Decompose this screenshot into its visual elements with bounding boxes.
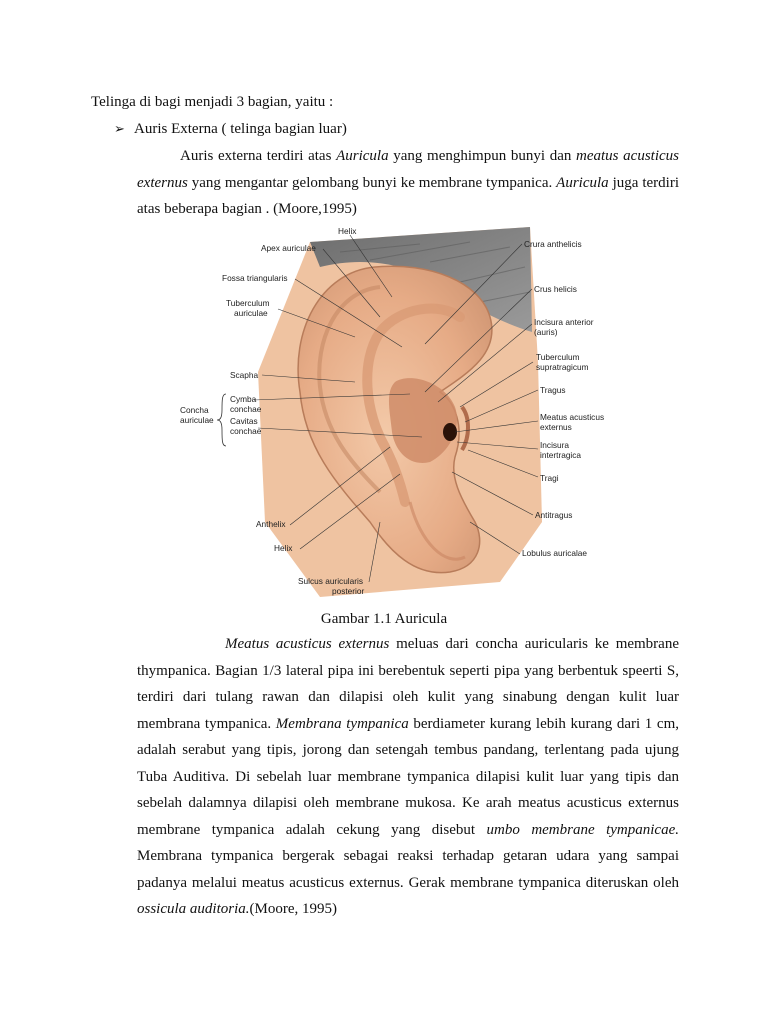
italic-term: Membrana tympanica <box>275 715 409 732</box>
text-run: (Moore, 1995) <box>249 901 337 917</box>
label-tuberculum-supra-2: supratragicum <box>536 362 589 372</box>
intro-line: Telinga di bagi menjadi 3 bagian, yaitu : <box>91 94 334 110</box>
label-incisura-anterior-1: Incisura anterior <box>534 317 594 327</box>
text-run: berdiameter kurang lebih kurang dari 1 cm, adalah serabut yang tipis, jorong dan setengah tembus pandang, terlentang pada ujung Tuba Auditiva. Di sebelah luar membrane tympanica dilapisi kulit luar yang tipis dan sebelah dalamnya dilapisi oleh membrane mukosa. Ke arah meatus acusticus externus membrane tympanica adalah cekung yang disebut <box>137 715 679 838</box>
label-cavitas-2: conchae <box>230 426 262 436</box>
label-sulcus-1: Sulcus auricularis <box>298 576 364 586</box>
label-apex: Apex auriculae <box>261 243 316 253</box>
label-incisura-inter-1: Incisura <box>540 440 570 450</box>
paragraph-auris-externa <box>137 143 679 223</box>
label-cymba-2: conchae <box>230 404 262 414</box>
bullet-item <box>114 119 347 140</box>
label-tuberculum-supra-1: Tuberculum <box>536 352 580 362</box>
label-tuberculum-1: Tuberculum <box>226 298 270 308</box>
text-run: yang menghimpun bunyi dan <box>388 148 577 164</box>
text-run: Auris externa terdiri atas <box>180 148 337 164</box>
label-cymba-1: Cymba <box>230 394 257 404</box>
label-incisura-inter-2: intertragica <box>540 450 582 460</box>
italic-term: umbo membrane tympanicae. <box>486 821 679 838</box>
label-tragi: Tragi <box>540 473 559 483</box>
text-run: Membrana tympanica bergerak sebagai reaksi terhadap getaran udara yang sampai padanya melalui meatus acusticus externus. Gerak membrane tympanica diteruskan oleh <box>137 848 679 891</box>
auricula-figure <box>170 222 620 602</box>
label-meatus-1: Meatus acusticus <box>540 412 605 422</box>
label-sulcus-2: posterior <box>332 586 365 596</box>
text-run: meluas dari concha auricularis ke membrane thympanica. Bagian 1/3 lateral pipa ini berebentuk seperti pipa yang berbentuk speerti S, terdiri dari tulang rawan dan dilapisi oleh kulit yang sinabung dengan kulit luar membrana tympanica. <box>137 636 679 732</box>
italic-term: meatus acusticus externus <box>137 148 679 191</box>
italic-term: Meatus acusticus externus <box>225 636 390 652</box>
label-helix-bottom: Helix <box>274 543 293 553</box>
label-concha-2: auriculae <box>180 415 214 425</box>
label-antitragus: Antitragus <box>535 510 573 520</box>
text-run: juga terdiri atas beberapa bagian . (Moore,1995) <box>137 174 679 217</box>
label-incisura-anterior-2: (auris) <box>534 327 558 337</box>
label-tragus: Tragus <box>540 385 566 395</box>
concha-brace <box>217 394 226 446</box>
meatus-opening-shape <box>443 423 457 441</box>
label-concha-1: Concha <box>180 405 209 415</box>
paragraph-meatus <box>137 631 679 923</box>
italic-term: Auricula <box>556 174 609 191</box>
label-fossa: Fossa triangularis <box>222 273 288 283</box>
arrow-bullet-icon: ➢ <box>114 122 125 137</box>
label-lobulus: Lobulus auricalae <box>522 548 588 558</box>
label-crura: Crura anthelicis <box>524 239 582 249</box>
italic-term: Auricula <box>336 148 389 164</box>
italic-term: ossicula auditoria. <box>137 901 250 917</box>
label-helix-top: Helix <box>338 226 357 236</box>
bullet-text: Auris Externa ( telinga bagian luar) <box>134 121 347 137</box>
figure-caption: Gambar 1.1 Auricula <box>320 611 448 627</box>
label-meatus-2: externus <box>540 422 572 432</box>
label-tuberculum-2: auriculae <box>234 308 268 318</box>
label-scapha: Scapha <box>230 370 259 380</box>
label-antihelix: Anthelix <box>256 519 286 529</box>
label-cavitas-1: Cavitas <box>230 416 258 426</box>
text-run: yang mengantar gelombang bunyi ke membrane tympanica. <box>187 174 557 191</box>
label-crus: Crus helicis <box>534 284 577 294</box>
